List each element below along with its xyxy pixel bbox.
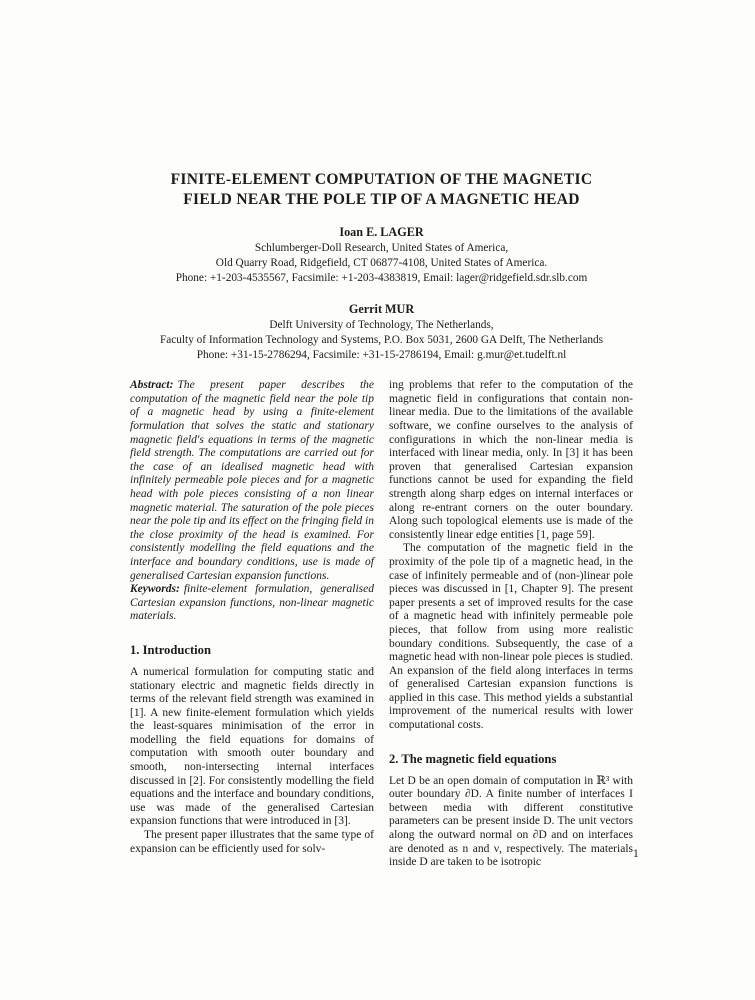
keywords-label: Keywords: bbox=[130, 583, 180, 596]
author-section bbox=[130, 224, 633, 363]
right-column bbox=[389, 379, 633, 870]
author-block-mur bbox=[130, 301, 633, 364]
intro-paragraph-1: A numerical formulation for computing static and stationary electric and magnetic fields directly in terms of the relevant field strength was examined in [1]. A new finite-element formulation which yields the least-squares minimisation of the error in modelling the field equations for domains of computation with smooth outer boundary and smooth, non-intersecting internal interfaces discussed in [2]. For consistently modelling the field equations and the interface and boundary conditions, use was made of the generalised Cartesian expansion functions that were introduced in [3]. bbox=[130, 665, 374, 828]
abstract-paragraph bbox=[130, 379, 374, 583]
keywords-paragraph bbox=[130, 583, 374, 624]
author-block-lager bbox=[130, 224, 633, 287]
paper-title bbox=[130, 170, 633, 210]
section-heading-introduction: 1. Introduction bbox=[130, 642, 211, 657]
paper-title-line2: FIELD NEAR THE POLE TIP OF A MAGNETIC HEAD bbox=[183, 191, 580, 208]
keywords-text: finite-element formulation, generalised Cartesian expansion functions, non-linear magnetic materials. bbox=[130, 583, 374, 623]
intro-paragraph-2-continued: ing problems that refer to the computation of the magnetic field in configurations that contain non-linear media. Due to the limitations of the available software, we confine ourselves to the analysis of configurations in which the non-linear media is interfaced with linear media, only. In [3] it has been proven that generalised Cartesian expansion functions cannot be used for expanding the field strength along sharp edges on internal interfaces or along re-entrant corners on the outer boundary. Along such topological elements use is made of the consistently linear edge entities [1, page 59]. bbox=[389, 379, 633, 541]
author-name: Ioan E. LAGER bbox=[339, 225, 424, 239]
author-address-line: Faculty of Information Technology and Systems, P.O. Box 5031, 2600 GA Delft, The Netherlands bbox=[159, 333, 604, 346]
author-contact-line: Phone: +1-203-4535567, Facsimile: +1-203-4383819, Email: lager@ridgefield.sdr.slb.com bbox=[175, 272, 588, 285]
author-affiliation-line: Delft University of Technology, The Netherlands, bbox=[269, 318, 494, 331]
author-address-line: Old Quarry Road, Ridgefield, CT 06877-4108, United States of America. bbox=[215, 257, 548, 270]
page-number: 1 bbox=[633, 848, 639, 860]
author-affiliation-line: Schlumberger-Doll Research, United States of America, bbox=[254, 242, 509, 254]
author-contact-line: Phone: +31-15-2786294, Facsimile: +31-15-2786194, Email: g.mur@et.tudelft.nl bbox=[196, 349, 567, 362]
section-heading-field-equations: 2. The magnetic field equations bbox=[389, 751, 557, 766]
abstract-label: Abstract: bbox=[130, 379, 174, 392]
author-name: Gerrit MUR bbox=[348, 301, 415, 316]
abstract-text: The present paper describes the computation of the magnetic field near the pole tip of a magnetic head by using a finite-element formulation that solves the static and stationary magnetic field's equations in terms of the magnetic field strength. The computations are carried out for the case of an idealised magnetic head with infinitely permeable pole pieces and for a magnetic head with pole pieces consisting of a non linear magnetic material. The saturation of the pole pieces near the pole tip and its effect on the fringing field in the close proximity of the head is examined. For consistently modelling the field equations and the interface and boundary conditions, use is made of generalised Cartesian expansion functions. bbox=[130, 379, 374, 582]
paper-title-line1: FINITE-ELEMENT COMPUTATION OF THE MAGNETIC bbox=[170, 171, 593, 188]
intro-paragraph-3: The computation of the magnetic field in the proximity of the pole tip of a magnetic head, in the case of infinitely permeable and of (non-)linear pole pieces was discussed in [1, Chapter 9]. The present paper presents a set of improved results for the case of a magnetic head with infinitely permeable pole pieces, that follow from using more realistic boundary conditions. Subsequently, the case of a magnetic head with non-linear pole pieces is studied. An expansion of the field along interfaces in terms of generalised Cartesian expansion functions is applied in this case. This method yields a substantial improvement of the numerical results with lower computational costs. bbox=[389, 542, 633, 732]
intro-paragraph-2-left: The present paper illustrates that the same type of expansion can be efficiently used for solv- bbox=[130, 829, 374, 855]
left-column bbox=[130, 379, 374, 870]
paper-content bbox=[130, 170, 633, 870]
two-column-body bbox=[130, 379, 633, 870]
field-equations-paragraph: Let D be an open domain of computation in ℝ³ with outer boundary ∂D. A finite number of interfaces I between media with different constitutive parameters can be present inside D. The unit vectors along the outward normal on ∂D and on interfaces are denoted as n and ν, respectively. The materials inside D are taken to be isotropic bbox=[389, 774, 633, 869]
